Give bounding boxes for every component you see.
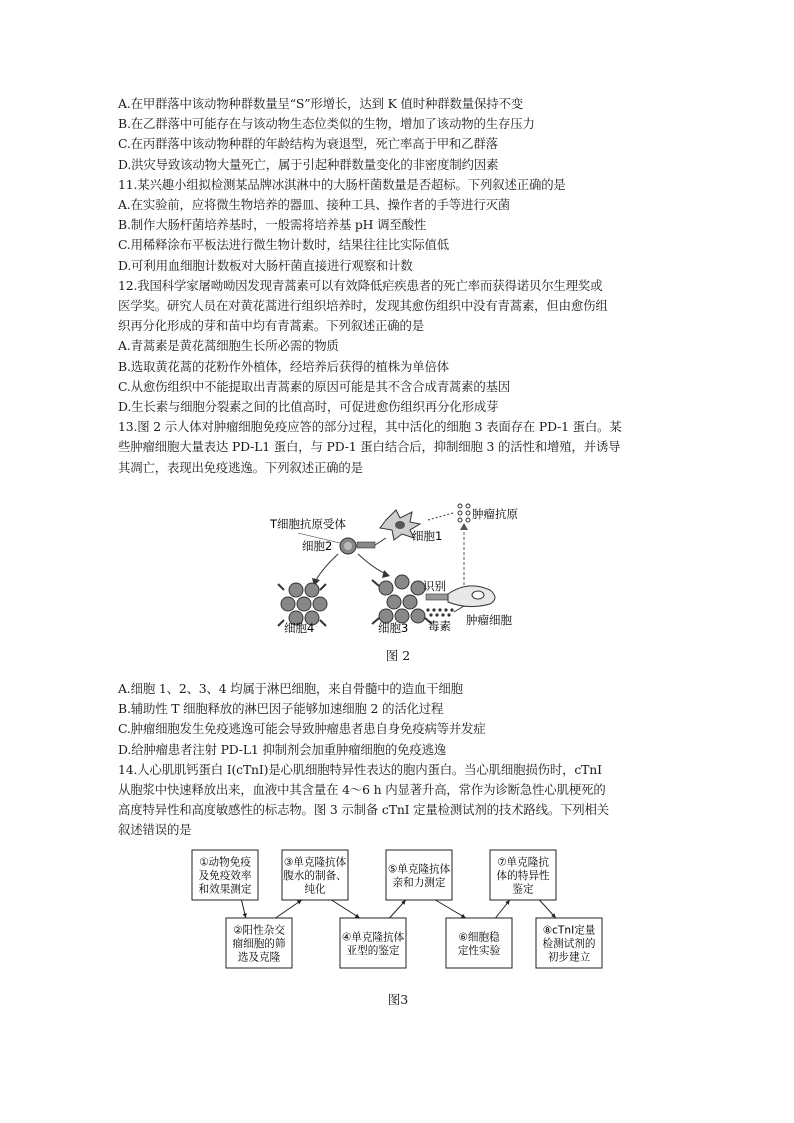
t-cell-2-icon [340,538,386,554]
flow-step-text: ②阳性杂交 [233,924,285,937]
label-receptor: T细胞抗原受体 [270,517,347,531]
text-line: 13.图 2 示人体对肿瘤细胞免疫应答的部分过程，其中活化的细胞 3 表面存在 PD-1 蛋白。某 [118,419,622,435]
text-line: B.制作大肠杆菌培养基时，一般需将培养基 pH 调至酸性 [118,217,427,233]
flow-step-text: 及免疫效率 [198,870,252,882]
text-line: D.可利用血细胞计数板对大肠杆菌直接进行观察和计数 [118,257,413,273]
text-line: 高度特异性和高度敏感性的标志物。图 3 示制备 cTnI 定量检测试剂的技术路线。下列相关 [118,802,610,818]
text-line: B.在乙群落中可能存在与该动物生态位类似的生物，增加了该动物的生存压力 [118,116,535,132]
label-cell4: 细胞4 [284,621,315,633]
text-line: 其凋亡，表现出免疫逃逸。下列叙述正确的是 [118,459,363,475]
text-line: B.选取黄花蒿的花粉作外植体，经培养后获得的植株为单倍体 [118,358,450,374]
text-line: 些肿瘤细胞大量表达 PD-L1 蛋白，与 PD-1 蛋白结合后，抑制细胞 3 的活性和增殖，并诱导 [118,439,621,455]
text-line: 医学奖。研究人员在对黄花蒿进行组织培养时，发现其愈伤组织中没有青蒿素，但由愈伤组 [118,298,608,313]
label-cell1: 细胞1 [412,529,443,543]
flow-step-box [226,918,292,968]
text-line: A.青蒿素是黄花蒿细胞生长所必需的物质 [118,338,339,354]
text-line: C.在丙群落中该动物种群的年龄结构为衰退型，死亡率高于甲和乙群落 [118,136,498,152]
text-line: 从胞浆中快速释放出来，血液中其含量在 4～6 h 内显著升高，常作为诊断急性心肌梗死的 [118,782,606,797]
flow-step-text: 检测试剂的 [542,938,596,950]
flow-step-text: ⑤单克隆抗体 [387,863,451,876]
text-line: 12.我国科学家屠呦呦因发现青蒿素可以有效降低疟疾患者的死亡率而获得诺贝尔生理奖或 [118,277,603,293]
figure-2-immune-diagram [268,498,528,633]
text-line: D.给肿瘤患者注射 PD-L1 抑制剂会加重肿瘤细胞的免疫逃逸 [118,741,447,757]
flow-step-box [282,850,348,900]
text-line: A.在实验前，应将微生物培养的器皿、接种工具、操作者的手等进行灭菌 [118,197,511,212]
text-line: C.用稀释涂布平板法进行微生物计数时，结果往往比实际值低 [118,237,449,253]
text-line: 叙述错误的是 [118,822,192,838]
flow-step-text: ③单克隆抗体 [283,856,347,869]
flow-step-text: 纯化 [304,883,326,896]
flow-step-text: 鉴定 [512,883,534,896]
flow-step-text: 瘤细胞的筛 [232,938,286,950]
text-line: A.在甲群落中该动物种群数量呈“S”形增长，达到 K 值时种群数量保持不变 [118,96,523,111]
cell-4-cluster-icon [278,583,327,626]
flow-arrowhead [297,900,302,904]
text-line: D.生长素与细胞分裂素之间的比值高时，可促进愈伤组织再分化形成芽 [118,399,499,414]
flow-step-box [340,918,406,968]
label-recognize: 识别 [423,579,446,593]
flow-step-box [490,850,556,900]
flow-step-box [536,918,602,968]
flow-step-text: ⑥细胞稳 [458,931,500,944]
antigen-dots-icon [428,504,470,522]
label-antigen: 肿瘤抗原 [472,507,518,521]
label-cell2: 细胞2 [302,539,333,553]
flow-step-text: ⑦单克隆抗 [497,856,549,869]
flow-step-text: ⑧cTnI定量 [542,924,596,937]
flow-step-text: 和效果测定 [198,883,252,896]
flow-step-text: 初步建立 [547,951,591,964]
text-line: 11.某兴趣小组拟检测某品牌冰淇淋中的大肠杆菌数量是否超标。下列叙述正确的是 [118,176,566,192]
figure-2-caption: 图 2 [385,648,411,663]
flow-step-box [446,918,512,968]
toxin-dots-icon [426,606,464,617]
flow-step-text: 腹水的制备、 [283,870,347,882]
flow-step-text: 选及克隆 [237,951,281,964]
flow-arrow [276,900,302,918]
text-line: A.细胞 1、2、3、4 均属于淋巴细胞，来自骨髓中的造血干细胞 [118,681,463,696]
flow-step-text: ①动物免疫 [199,856,251,869]
label-tumor: 肿瘤细胞 [466,613,512,627]
flow-step-text: ④单克隆抗体 [341,931,405,944]
tumor-cell-icon [448,586,495,607]
text-line: D.洪灾导致该动物大量死亡，属于引起种群数量变化的非密度制约因素 [118,156,499,172]
figure-3-flowchart [180,848,610,973]
text-line: C.肿瘤细胞发生免疫逃逸可能会导致肿瘤患者患自身免疫病等并发症 [118,721,486,737]
flow-arrowhead [243,913,247,918]
flow-step-text: 亲和力测定 [392,876,446,889]
flow-step-text: 定性实验 [457,944,501,957]
text-line: C.从愈伤组织中不能提取出青蒿素的原因可能是其不含合成青蒿素的基因 [118,378,511,394]
label-cell3: 细胞3 [378,621,409,633]
flow-step-text: 亚型的鉴定 [346,944,400,957]
figure-3-caption: 图3 [387,992,409,1007]
flow-step-box [192,850,258,900]
flow-step-box [386,850,452,900]
text-line: B.辅助性 T 细胞释放的淋巴因子能够加速细胞 2 的活化过程 [118,701,444,717]
text-line: 14.人心肌肌钙蛋白 I(cTnI)是心肌细胞特异性表达的胞内蛋白。当心肌细胞损伤时，cTnI [118,761,602,777]
text-line: 织再分化形成的芽和苗中均有青蒿素。下列叙述正确的是 [118,318,425,334]
flow-arrow [436,900,466,918]
flow-arrow [332,900,360,918]
label-toxin: 毒素 [428,619,451,633]
flow-step-text: 体的特异性 [496,870,550,882]
